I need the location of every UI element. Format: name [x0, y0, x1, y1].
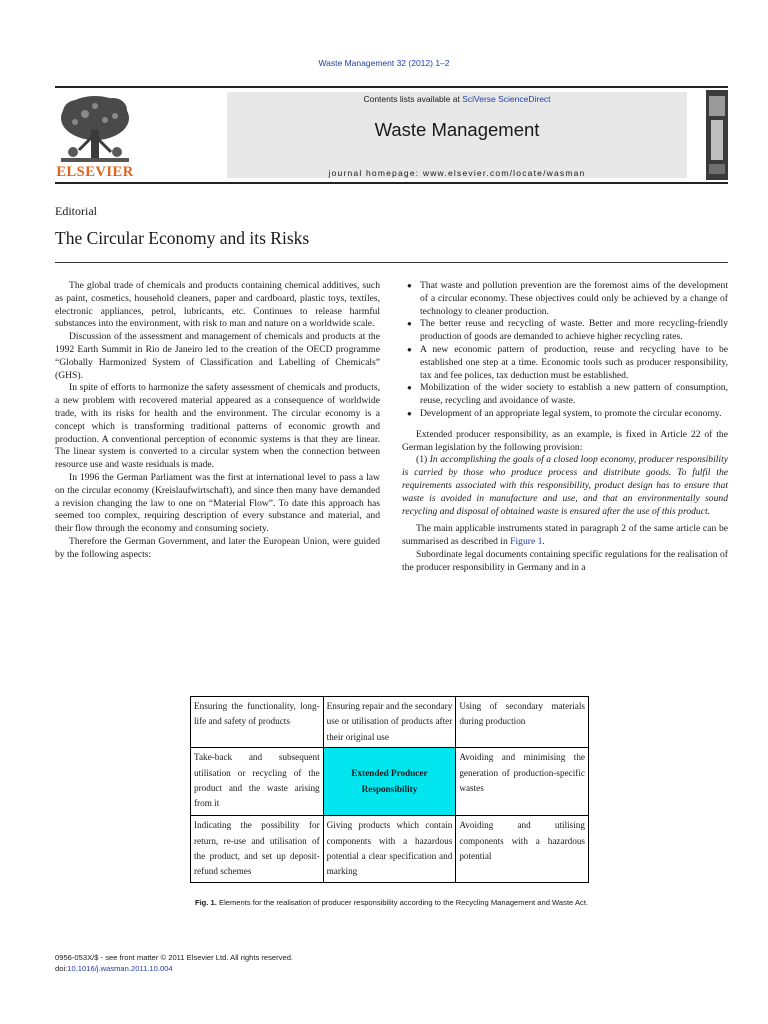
article-title: The Circular Economy and its Risks	[55, 228, 310, 248]
list-item: ● The better reuse and recycling of waste. Better and more recycling-friendly production of goods are demanded to achieve higher recycling rates.	[407, 318, 728, 343]
figure-1	[190, 696, 589, 882]
table-cell: Ensuring repair and the secondary use or utilisation of products after their original use	[323, 697, 456, 748]
paragraph: In spite of efforts to harmonize the safety assessment of chemicals and products, a new problem with recovered material appeared as a consequence of worldwide trade, with its risks for health and the environment. The circular economy is a concept which is transforming traditional patterns of economic growth and production. A conventional perception of economic systems is that they are linear. The linear system is converted to a circular system when the connection between resource use and waste residuals is made.	[55, 382, 380, 471]
elsevier-wordmark: ELSEVIER	[56, 164, 134, 180]
paragraph: Therefore the German Government, and later the European Union, were guided by the following aspects:	[55, 535, 380, 560]
legal-provision: (1) In accomplishing the goals of a closed loop economy, producer responsibility is carried by those who produce process and distribute goods. To fulfil the requirements associated with this responsibility, product design has to ensure that waste is avoided in manufacture and use, and that an environmentally sound recycling and disposal of obtained waste is ensured after the use of this product.	[402, 454, 728, 517]
paragraph: In 1996 the German Parliament was the first at international level to pass a law on the circular economy (Kreislaufwirtschaft), and since then many have demanded a revision changing the law to one on “Material Flow”. To date this approach has seemed too complex, requiring description of every substance and material, and their flow through the economy and consuming society.	[55, 471, 380, 535]
contents-availability	[227, 94, 687, 104]
journal-homepage[interactable]: journal homepage: www.elsevier.com/locate/wasman	[328, 168, 586, 178]
doi-line: doi:10.1016/j.wasman.2011.10.004	[55, 964, 173, 973]
paragraph: The main applicable instruments stated in paragraph 2 of the same article can be summarised as described in Figure 1.	[402, 523, 728, 548]
list-item: ● Development of an appropriate legal system, to promote the circular economy.	[407, 407, 722, 419]
left-column	[55, 280, 380, 562]
table-cell: Avoiding and utilising components with a hazardous potential	[456, 816, 589, 883]
bullet-icon: ●	[407, 281, 412, 290]
bullet-icon: ●	[407, 319, 412, 329]
masthead-bottom-rule	[55, 182, 728, 184]
table-cell: Giving products which contain components with a hazardous potential a clear specification and marking	[323, 816, 456, 883]
figure-1-link[interactable]: Figure 1	[510, 536, 543, 548]
caption-label: Fig. 1.	[194, 898, 217, 907]
journal-citation[interactable]: Waste Management 32 (2012) 1–2	[318, 58, 450, 68]
journal-masthead	[55, 86, 728, 184]
table-cell: Ensuring the functionality, long-life and safety of products	[191, 697, 324, 748]
aspects-list	[402, 280, 728, 421]
producer-responsibility-table	[190, 696, 589, 883]
article-type: Editorial	[55, 204, 97, 218]
table-cell: Indicating the possibility for return, re-use and utilisation of the product, and set up deposit-refund schemes	[191, 816, 324, 883]
table-cell: Using of secondary materials during production	[456, 697, 589, 748]
journal-title: Waste Management	[374, 119, 540, 140]
bullet-icon: ●	[407, 344, 412, 354]
sciencedirect-link[interactable]: SciVerse ScienceDirect	[462, 94, 551, 104]
center-cell-extended-producer-responsibility: Extended Producer Responsibility	[323, 748, 456, 816]
page-footer	[55, 952, 293, 974]
journal-cover-thumbnail	[706, 90, 728, 180]
figure-caption	[55, 898, 728, 907]
list-item: ● A new economic pattern of production, reuse and recycling have to be established one step at a time. Economic tools such as producer responsibility, tax and fee polices, tax deduction must be established.	[407, 343, 728, 381]
list-item: ● Mobilization of the wider society to establish a new pattern of consumption, reuse, recycling and avoidance of waste.	[407, 382, 728, 407]
right-column	[402, 280, 728, 575]
doi-link[interactable]: 10.1016/j.wasman.2011.10.004	[67, 964, 173, 973]
contents-prefix: Contents lists available at	[363, 94, 463, 104]
table-cell: Avoiding and minimising the generation of production-specific wastes	[456, 748, 589, 816]
bullet-icon: ●	[407, 408, 412, 418]
paragraph: Subordinate legal documents containing specific regulations for the realisation of the producer responsibility in Germany and in a	[402, 548, 728, 573]
paragraph: Extended producer responsibility, as an example, is fixed in Article 22 of the German legislation by the following provision:	[402, 428, 728, 453]
paragraph: The global trade of chemicals and products containing chemical additives, such as paint, cosmetics, household cleaners, paper and cardboard, plastic toys, textiles, electronic appliances, petrol, lubricants, etc. Continues to release harmful substances into the environment, with risk to man and nature on a worldwide scale.	[55, 280, 380, 330]
paragraph: Discussion of the assessment and management of chemicals and products at the 1992 Earth Summit in Rio de Janeiro led to the creation of the OECD programme “Globally Harmonized System of Classification and Labelling of Chemicals” (GHS).	[55, 331, 380, 381]
copyright-line: 0956-053X/$ - see front matter © 2011 Elsevier Ltd. All rights reserved.	[55, 953, 294, 962]
list-item: ● That waste and pollution prevention are the foremost aims of the development of a circular economy. These objectives could only be achieved by a change of technology to cleaner production.	[407, 280, 728, 317]
table-cell: Take-back and subsequent utilisation or recycling of the product and the waste arising from it	[191, 748, 324, 816]
title-separator	[55, 262, 728, 263]
masthead-top-rule	[55, 86, 728, 88]
caption-text: Elements for the realisation of producer responsibility according to the Recycling Management and Waste Act.	[216, 898, 589, 907]
bullet-icon: ●	[407, 383, 412, 393]
